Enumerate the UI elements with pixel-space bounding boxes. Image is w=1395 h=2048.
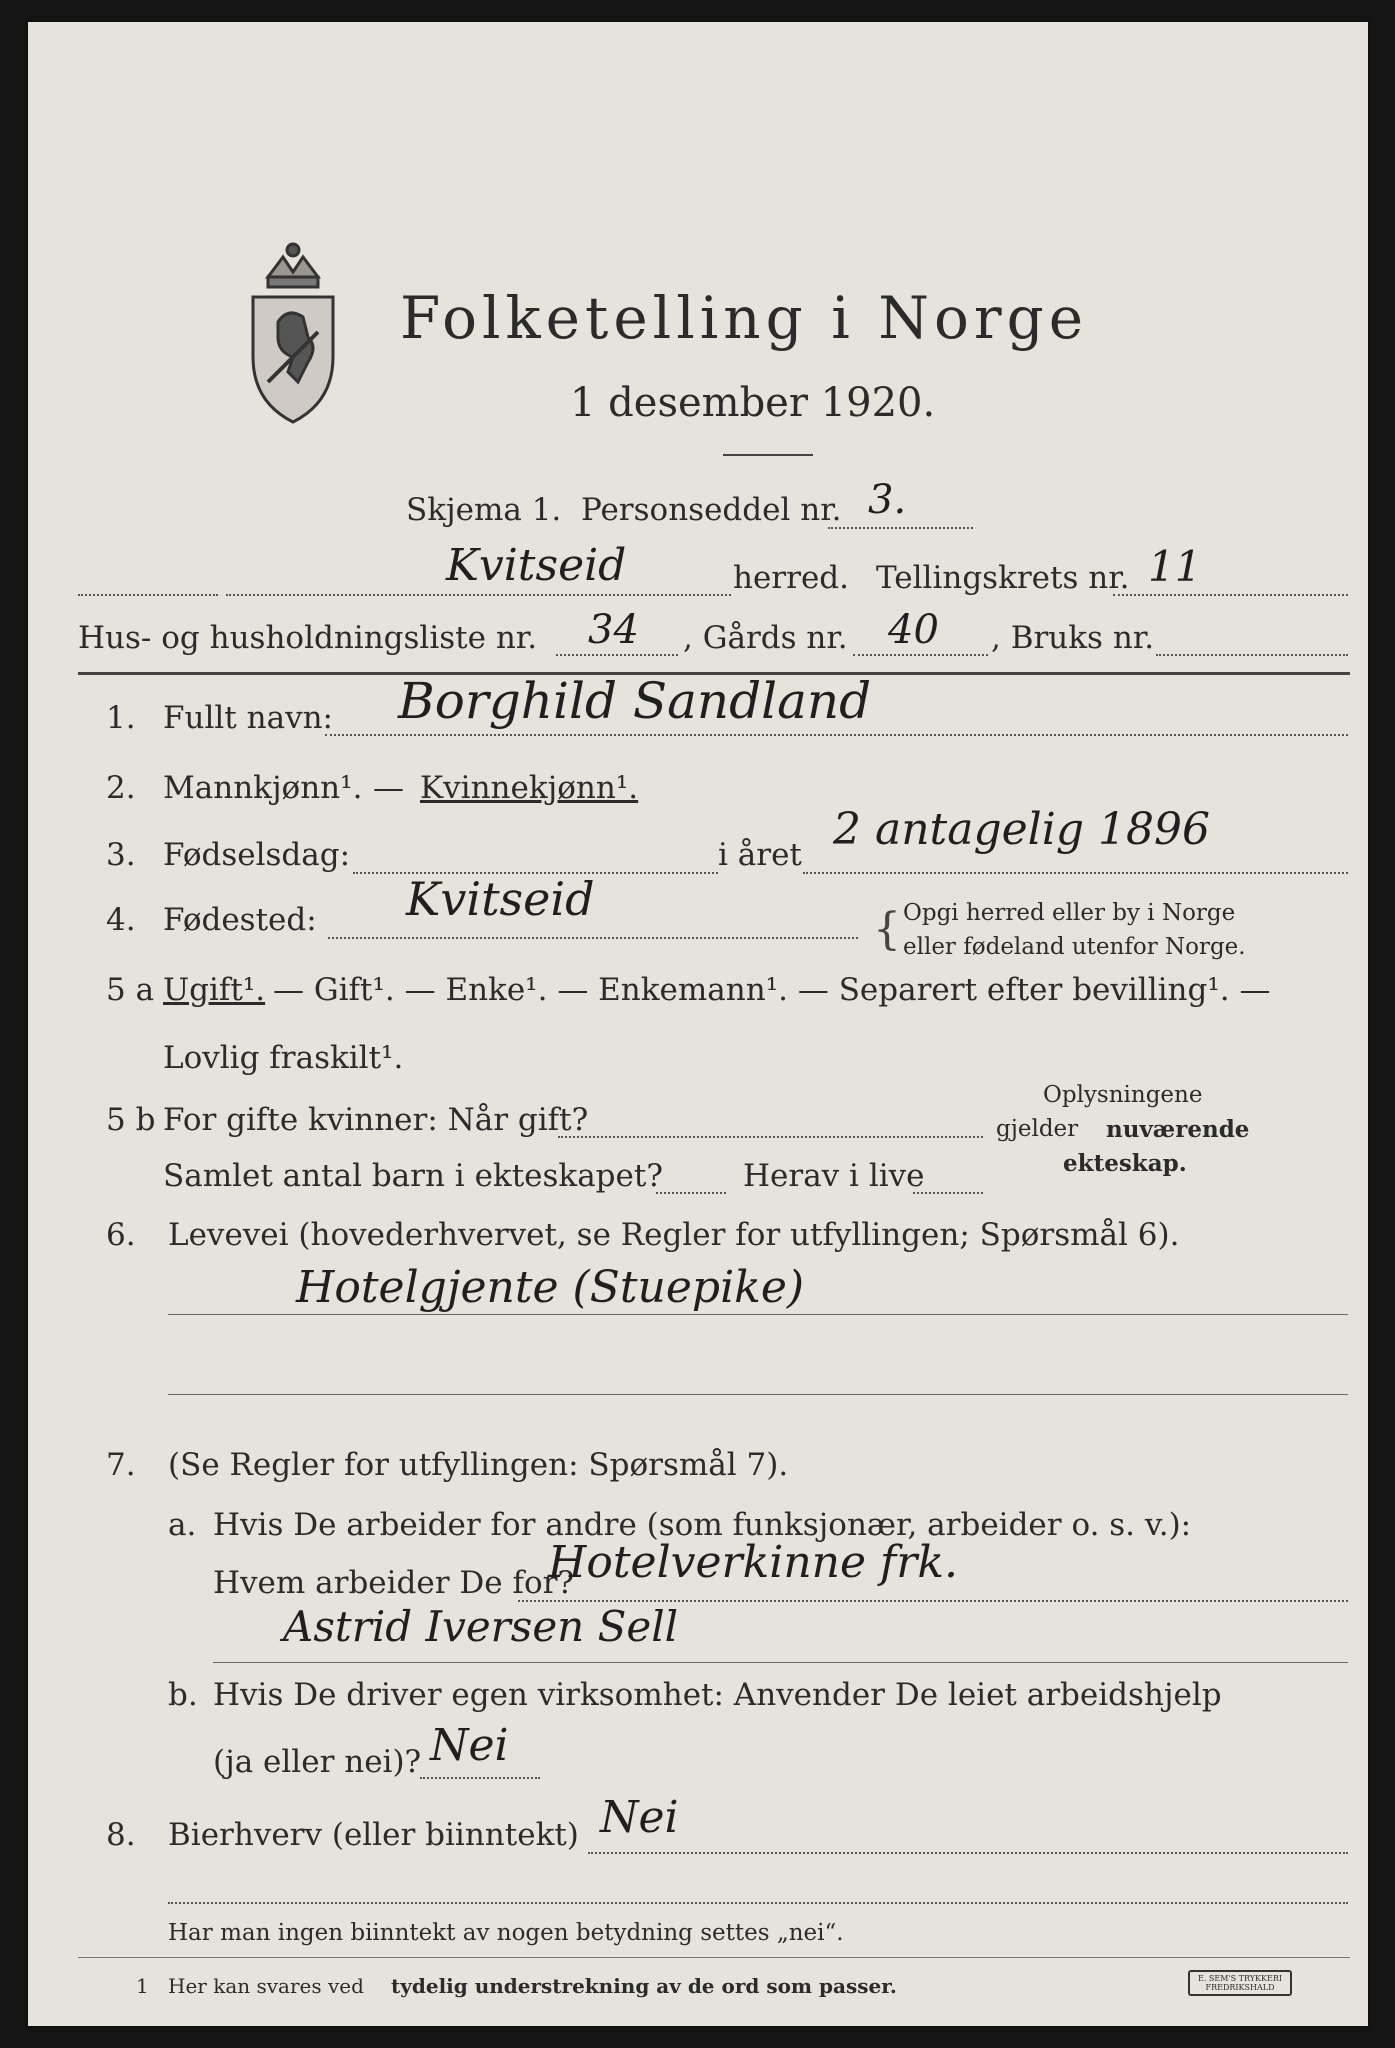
q4-note-line2: eller fødeland utenfor Norge. xyxy=(903,934,1246,960)
q7-number: 7. xyxy=(106,1447,136,1483)
q4-label: Fødested: xyxy=(163,902,317,938)
census-date: 1 desember 1920. xyxy=(570,380,936,426)
q5b-note-line3: ekteskap. xyxy=(1063,1150,1187,1177)
q5a-number: 5 a xyxy=(106,972,155,1008)
gards-value[interactable]: 40 xyxy=(888,607,939,653)
q5b-label: For gifte kvinner: Når gift? xyxy=(163,1102,589,1138)
bruks-label: , Bruks nr. xyxy=(991,620,1155,656)
q4-note-line1: Opgi herred eller by i Norge xyxy=(903,900,1236,926)
printer-stamp-line1: E. SEM'S TRYKKERI xyxy=(1198,1974,1283,1983)
q7a-who-label: Hvem arbeider De for? xyxy=(213,1565,575,1601)
q5b-note-line2a: gjelder xyxy=(996,1116,1079,1142)
herred-value[interactable]: Kvitseid xyxy=(446,540,627,591)
q3-label: Fødselsdag: xyxy=(163,837,351,873)
q2-number: 2. xyxy=(106,770,136,806)
printer-stamp xyxy=(1188,1970,1292,1996)
q1-number: 1. xyxy=(106,700,136,736)
side-income-value[interactable]: Nei xyxy=(600,1792,679,1843)
q4-number: 4. xyxy=(106,902,136,938)
tellingskrets-label: Tellingskrets nr. xyxy=(876,560,1130,596)
q6-label: Levevei (hovederhvervet, se Regler for utfyllingen; Spørsmål 6). xyxy=(168,1217,1180,1253)
q3-year-label: i året xyxy=(718,837,802,873)
status-fraskilt-option[interactable]: Lovlig fraskilt¹. xyxy=(163,1040,404,1076)
q1-label: Fullt navn: xyxy=(163,700,333,736)
husliste-label: Hus- og husholdningsliste nr. xyxy=(78,620,538,656)
personseddel-value[interactable]: 3. xyxy=(868,477,907,523)
form-title: Folketelling i Norge xyxy=(400,284,1089,352)
employer-value-line1[interactable]: Hotelverkinne frk. xyxy=(548,1537,958,1588)
q7a-letter: a. xyxy=(168,1507,197,1543)
q2-separator: — xyxy=(373,770,404,806)
q3-number: 3. xyxy=(106,837,136,873)
gender-male-option[interactable]: Mannkjønn¹. xyxy=(163,770,363,806)
footnote-text-b: tydelig understrekning av de ord som passer. xyxy=(391,1974,897,1998)
q8-note: Har man ingen biinntekt av nogen betydning settes „nei“. xyxy=(168,1920,844,1946)
birth-date-value[interactable]: 2 antagelig 1896 xyxy=(833,804,1210,855)
gender-female-option[interactable]: Kvinnekjønn¹. xyxy=(420,770,639,806)
census-form: Folketelling i Norge 1 desember 1920. Skjema 1. Personseddel nr. 3. Kvitseid herred. Tellingskrets nr. 11 Hus- og husholdningsliste nr. 34 , Gårds nr. 40 , Bruks nr. 1. Fullt navn: Borghild Sandland 2. Mannkjønn¹. — Kvinnekjønn¹. 3. Fødselsdag: i året 2 antagelig 1896 4. Fødested: Kvitseid { Opgi herred eller by i Norge eller fødeland utenfor Norge. 5 a Ugift¹. — Gift¹. — Enke¹. — Enkemann¹. — Separert efter bevilling¹. — Lovlig fraskilt¹. 5 b For gifte kvinner: Når gift? Samlet antal barn i ekteskapet? Herav i live Oplysningene gjelder nuværende ekteskap. 6. Levevei (hovederhvervet, se Regler for utfyllingen; Spørsmål 6). Hotelgjente (Stuepike) 7. (Se Regler for utfyllingen: Spørsmål 7). a. Hvis De arbeider for andre (som funksjonær, arbeider o. s. v.): Hvem arbeider De for? Hotelverkinne frk. Astrid Iversen Sell b. Hvis De driver egen virksomhet: Anvender De leiet arbeidshjelp (ja eller nei)? Nei 8. Bierhverv (eller biinntekt) Nei Har man ingen biinntekt av nogen betydning settes „nei“. 1 Her kan svares ved tydelig understrekning av de ord som passer. E. SEM'S TRYKKERI FREDRIKSHALD xyxy=(28,22,1368,2026)
full-name-value[interactable]: Borghild Sandland xyxy=(398,672,872,730)
personseddel-label: Personseddel nr. xyxy=(581,492,842,528)
q5b-note-line2b: nuværende xyxy=(1106,1116,1250,1143)
employer-value-line2[interactable]: Astrid Iversen Sell xyxy=(283,1602,679,1651)
q5b-label2: Samlet antal barn i ekteskapet? xyxy=(163,1158,663,1194)
q5b-number: 5 b xyxy=(106,1102,156,1138)
status-ugift-option[interactable]: Ugift¹. xyxy=(163,972,266,1008)
footnote-text-a: Her kan svares ved xyxy=(168,1974,364,1998)
birthplace-value[interactable]: Kvitseid xyxy=(406,872,595,926)
husliste-value[interactable]: 34 xyxy=(588,607,639,653)
tellingskrets-value[interactable]: 11 xyxy=(1148,542,1202,591)
q8-label: Bierhverv (eller biinntekt) xyxy=(168,1817,579,1853)
q7b-yesno-label: (ja eller nei)? xyxy=(213,1744,422,1780)
q7b-value[interactable]: Nei xyxy=(430,1720,509,1771)
printer-stamp-line2: FREDRIKSHALD xyxy=(1205,1983,1275,1992)
q7-label: (Se Regler for utfyllingen: Spørsmål 7). xyxy=(168,1447,789,1483)
herred-label: herred. xyxy=(733,560,849,596)
occupation-value[interactable]: Hotelgjente (Stuepike) xyxy=(296,1262,805,1313)
q5b-note-line1: Oplysningene xyxy=(1043,1082,1203,1108)
coat-of-arms-icon xyxy=(233,232,353,432)
skjema-label: Skjema 1. xyxy=(406,492,562,528)
q7b-label: Hvis De driver egen virksomhet: Anvender De leiet arbeidshjelp xyxy=(213,1677,1222,1713)
q5b-alive-label: Herav i live xyxy=(743,1158,925,1194)
q7a-label: Hvis De arbeider for andre (som funksjonær, arbeider o. s. v.): xyxy=(213,1507,1192,1543)
q8-number: 8. xyxy=(106,1817,136,1853)
gards-label: , Gårds nr. xyxy=(683,620,848,656)
footnote-mark: 1 xyxy=(136,1974,149,1998)
q5a-options[interactable]: — Gift¹. — Enke¹. — Enkemann¹. — Separert efter bevilling¹. — xyxy=(273,972,1271,1008)
q6-number: 6. xyxy=(106,1217,136,1253)
q7b-letter: b. xyxy=(168,1677,198,1713)
